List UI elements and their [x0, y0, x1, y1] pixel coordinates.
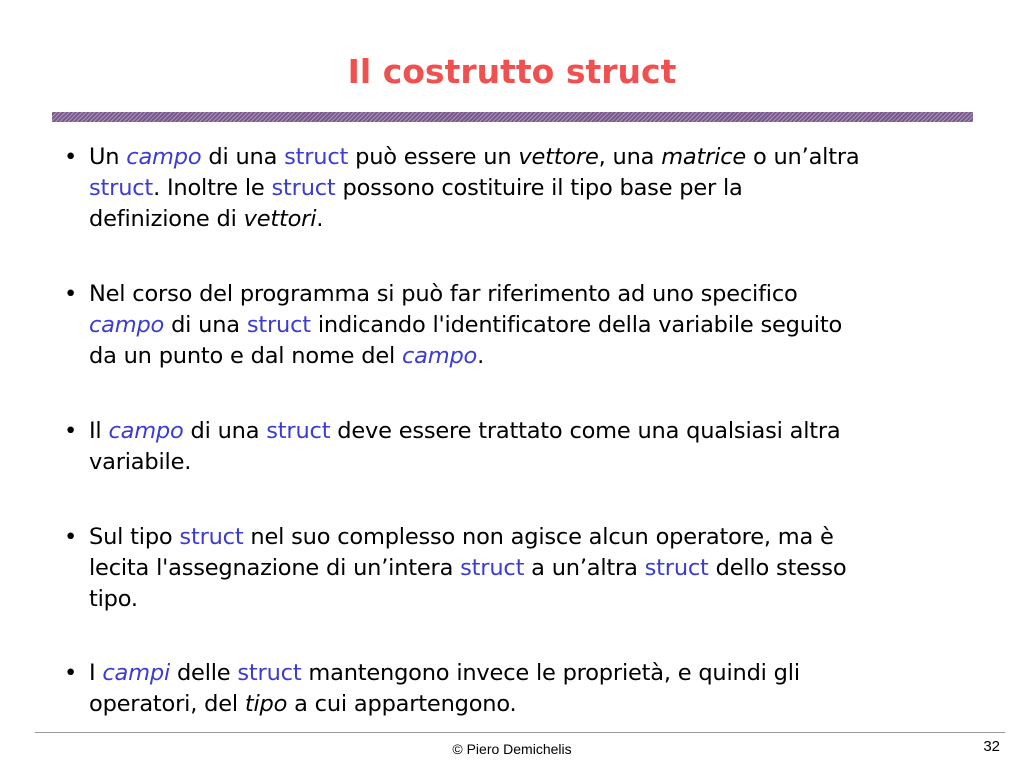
keyword-struct: struct: [179, 524, 244, 550]
term-tipo: tipo: [244, 691, 288, 717]
term-vettori: vettori: [243, 206, 317, 232]
keyword-struct: struct: [644, 555, 709, 581]
term-campo: campo: [108, 418, 184, 444]
term-campo: campo: [89, 312, 165, 338]
term-campi: campi: [102, 660, 171, 686]
slide-title: Il costrutto struct: [347, 52, 677, 91]
bullet-text: Sul tipo struct nel suo complesso non agisce alcun operatore, ma è lecita l'assegnazione di un’intera struct a un’altra struct dello stesso tipo.: [89, 524, 847, 612]
keyword-struct: struct: [460, 555, 525, 581]
title-divider: [52, 112, 973, 122]
term-campo: campo: [401, 343, 478, 369]
keyword-struct: struct: [89, 175, 154, 201]
bullet-item: [64, 522, 846, 615]
term-matrice: matrice: [661, 144, 747, 170]
keyword-struct: struct: [271, 175, 336, 201]
bullet-item: [64, 658, 800, 720]
keyword-struct: struct: [284, 144, 349, 170]
page-number: 32: [983, 738, 1000, 755]
bullet-dot-icon: •: [64, 418, 78, 444]
bullet-dot-icon: •: [64, 281, 78, 307]
footer-credit: © Piero Demichelis: [452, 741, 572, 757]
bullet-text: Un campo di una struct può essere un vettore, una matrice o un’altra struct. Inoltre le struct possono costituire il tipo base per la definizione di vettori.: [89, 144, 860, 232]
bullet-dot-icon: •: [64, 660, 78, 686]
bullet-item: [64, 142, 859, 235]
term-campo: campo: [126, 144, 202, 170]
keyword-struct: struct: [237, 660, 302, 686]
bullet-item: [64, 416, 841, 478]
footer-divider: [35, 732, 1005, 733]
bullet-item: [64, 279, 842, 372]
keyword-struct: struct: [246, 312, 311, 338]
bullet-dot-icon: •: [64, 524, 78, 550]
keyword-struct: struct: [266, 418, 331, 444]
bullet-dot-icon: •: [64, 144, 78, 170]
bullet-text: Il campo di una struct deve essere trattato come una qualsiasi altra variabile.: [89, 418, 841, 475]
bullet-text: I campi delle struct mantengono invece le proprietà, e quindi gli operatori, del tipo a cui appartengono.: [89, 660, 800, 717]
term-vettore: vettore: [518, 144, 599, 170]
bullet-text: Nel corso del programma si può far riferimento ad uno specifico campo di una struct indicando l'identificatore della variabile seguito da un punto e dal nome del campo.: [89, 281, 843, 369]
